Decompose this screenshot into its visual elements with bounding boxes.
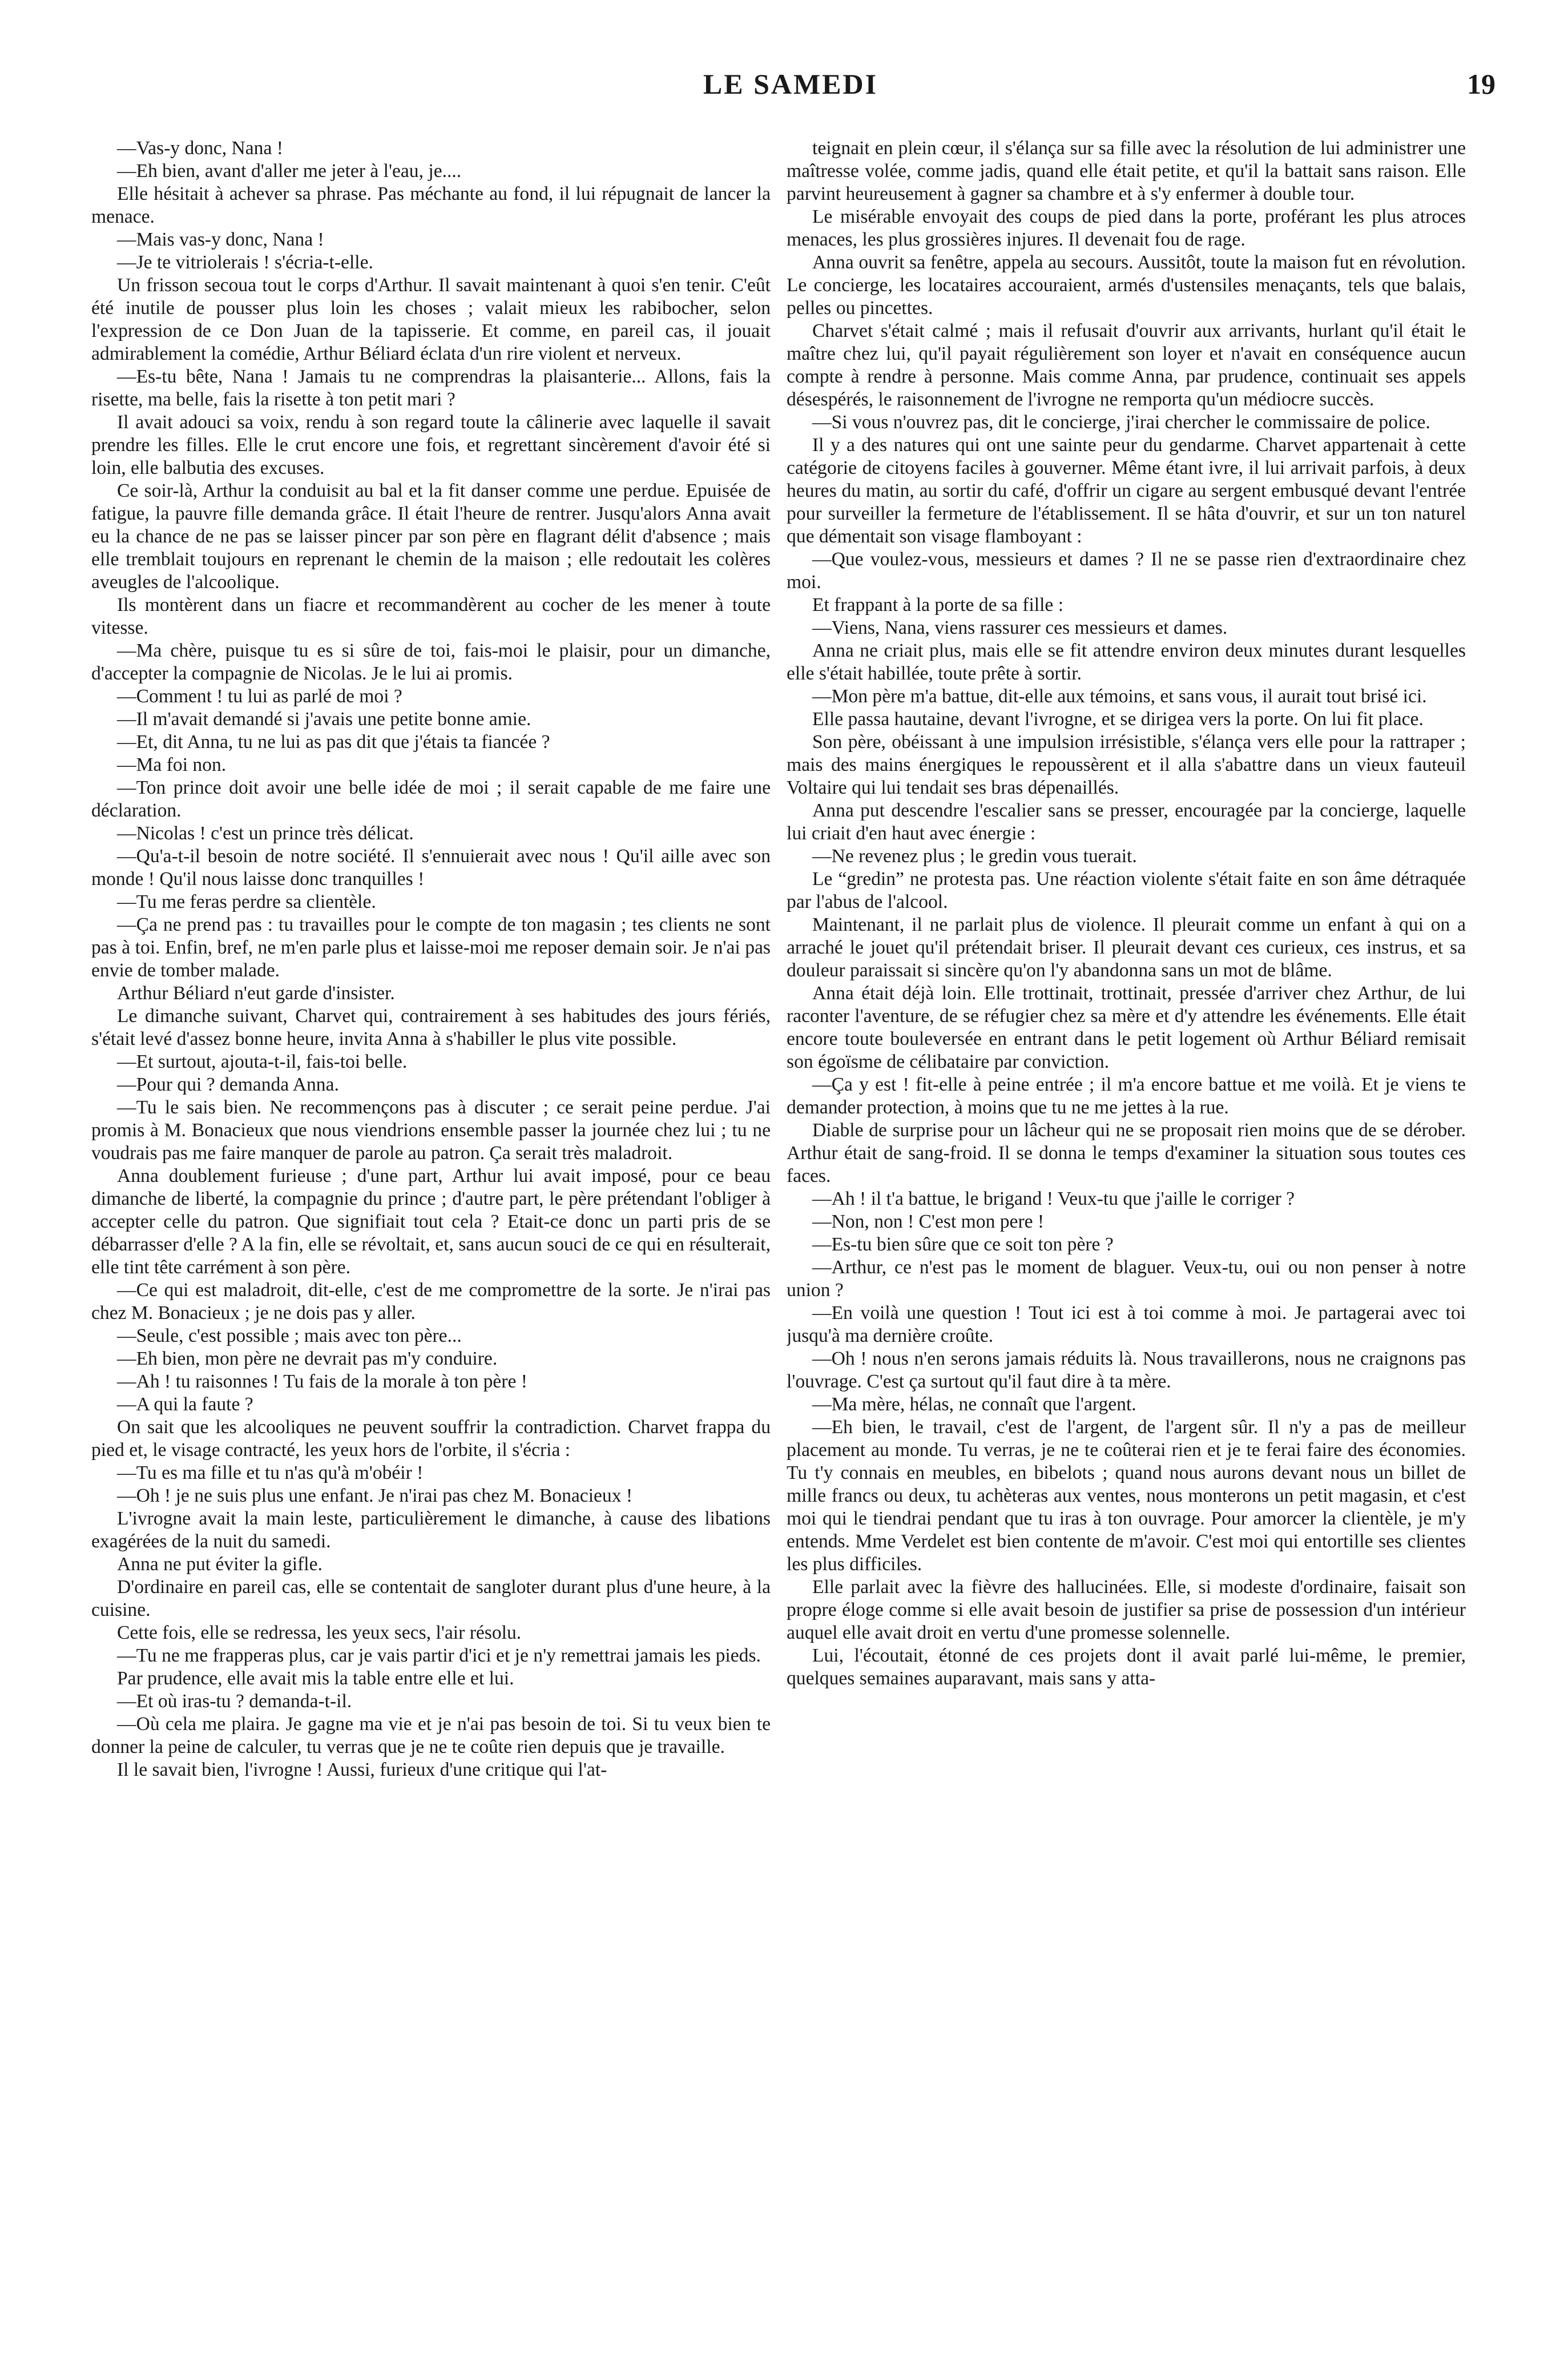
paragraph: —Ton prince doit avoir une belle idée de moi ; il serait capable de me faire une déclaration. [91,777,771,821]
paragraph: On sait que les alcooliques ne peuvent souffrir la contradiction. Charvet frappa du pied et, le visage contracté, les yeux hors de l'orbite, il s'écria : [91,1417,771,1461]
paragraph: Un frisson secoua tout le corps d'Arthur. Il savait maintenant à quoi s'en tenir. C'eût été inutile de pousser plus loin les choses ; valait mieux les rabibocher, selon l'expression de ce Don Juan de la tapisserie. Et comme, en pareil cas, il jouait admirablement la comédie, Arthur Béliard éclata d'un rire violent et nerveux. [91,275,771,364]
paragraph: Elle hésitait à achever sa phrase. Pas méchante au fond, il lui répugnait de lancer la menace. [91,183,771,227]
paragraph: —Arthur, ce n'est pas le moment de blaguer. Veux-tu, oui ou non penser à notre union ? [787,1257,1466,1301]
paragraph: —Ne revenez plus ; le gredin vous tuerait. [812,846,1137,867]
paragraph: —Ce qui est maladroit, dit-elle, c'est de me compromettre de la sorte. Je n'irai pas chez M. Bonacieux ; je ne dois pas y aller. [91,1280,771,1324]
paragraph: Maintenant, il ne parlait plus de violence. Il pleurait comme un enfant à qui on a arraché le jouet qu'il prétendait briser. Il pleurait devant ces curieux, ces instrus, et sa douleur paraissait si sincère qu'on l'y abandonna sans un mot de blâme. [787,914,1466,981]
paragraph: —Et surtout, ajouta-t-il, fais-toi belle. [117,1051,408,1072]
paragraph: —Ah ! tu raisonnes ! Tu fais de la morale à ton père ! [117,1371,527,1392]
paragraph: Il y a des natures qui ont une sainte peur du gendarme. Charvet appartenait à cette catégorie de citoyens faciles à gouverner. Même étant ivre, il lui arrivait parfois, à deux heures du matin, au sortir du café, d'offrir un cigare au sergent embusqué devant l'entrée pour surveiller la fermeture de l'établissement. Il se hâta d'ouvrir, et sur un ton naturel que démentait son visage flamboyant : [787,435,1466,547]
paragraph: —Oh ! je ne suis plus une enfant. Je n'irai pas chez M. Bonacieux ! [117,1485,633,1506]
paragraph: —Pour qui ? demanda Anna. [117,1074,339,1095]
paragraph: Lui, l'écoutait, étonné de ces projets dont il avait parlé lui-même, le premier, quelques semaines auparavant, mais sans y atta- [787,1645,1466,1689]
paragraph: —Où cela me plaira. Je gagne ma vie et je n'ai pas besoin de toi. Si tu veux bien te donner la peine de calculer, tu verras que je ne te coûte rien depuis que je travaille. [91,1714,771,1757]
paragraph: Anna ne put éviter la gifle. [117,1554,323,1575]
paragraph: —Eh bien, mon père ne devrait pas m'y conduire. [117,1348,498,1369]
paragraph: —Je te vitriolerais ! s'écria-t-elle. [117,252,373,273]
paragraph: —Nicolas ! c'est un prince très délicat. [117,823,414,844]
paragraph: Charvet s'était calmé ; mais il refusait d'ouvrir aux arrivants, hurlant qu'il était le maître chez lui, qu'il payait régulièrement son loyer et n'avait en conséquence aucun compte à rendre à personne. Mais comme Anna, par prudence, continuait ses appels désespérés, le raisonnement de l'ivrogne ne remporta qu'un médiocre succès. [787,320,1466,410]
paragraph: Elle passa hautaine, devant l'ivrogne, et se dirigea vers la porte. On lui fit place. [812,709,1424,730]
paragraph: —Tu le sais bien. Ne recommençons pas à discuter ; ce serait peine perdue. J'ai promis à M. Bonacieux que nous viendrions ensemble passer la journée chez lui ; tu ne voudrais pas me faire manquer de parole au patron. Ça serait très maladroit. [91,1097,771,1164]
paragraph: Anna ouvrit sa fenêtre, appela au secours. Aussitôt, toute la maison fut en révolution. Le concierge, les locataires accouraient, armés d'ustensiles menaçants, tels que balais, pelles ou pincettes. [787,252,1466,319]
paragraph: —Ma mère, hélas, ne connaît que l'argent. [812,1394,1136,1415]
paragraph: —Mon père m'a battue, dit-elle aux témoins, et sans vous, il aurait tout brisé ici. [812,686,1427,707]
paragraph: Arthur Béliard n'eut garde d'insister. [117,983,395,1004]
paragraph: Le “gredin” ne protesta pas. Une réaction violente s'était faite en son âme détraquée par l'abus de l'alcool. [787,868,1466,912]
paragraph: Son père, obéissant à une impulsion irrésistible, s'élança vers elle pour la rattraper ; mais des mains énergiques le repoussèrent et il alla s'abattre dans un vieux fauteuil Voltaire qui lui tendait ses bras dépenaillés. [787,731,1466,798]
paragraph: Elle parlait avec la fièvre des hallucinées. Elle, si modeste d'ordinaire, faisait son propre éloge comme si elle avait besoin de justifier sa prise de possession d'un intérieur auquel elle avait droit en vertu d'une promesse solennelle. [787,1576,1466,1643]
paragraph: Il le savait bien, l'ivrogne ! Aussi, furieux d'une critique qui l'at- [117,1759,607,1780]
paragraph: —Tu ne me frapperas plus, car je vais partir d'ici et je n'y remettrai jamais les pieds. [117,1645,761,1666]
right-column [787,137,1466,2318]
paragraph: Le misérable envoyait des coups de pied dans la porte, proférant les plus atroces menaces, les plus grossières injures. Il devenait fou de rage. [787,206,1466,250]
paragraph: —En voilà une question ! Tout ici est à toi comme à moi. Je partagerai avec toi jusqu'à ma dernière croûte. [787,1302,1466,1346]
paragraph: —Ça y est ! fit-elle à peine entrée ; il m'a encore battue et me voilà. Et je viens te demander protection, à moins que tu ne me jettes à la rue. [787,1074,1466,1118]
paragraph: —Il m'avait demandé si j'avais une petite bonne amie. [117,709,531,730]
paragraph: —Ma chère, puisque tu es si sûre de toi, fais-moi le plaisir, pour un dimanche, d'accepter la compagnie de Nicolas. Je le lui ai promis. [91,640,771,684]
paragraph: Par prudence, elle avait mis la table entre elle et lui. [117,1668,514,1689]
paragraph: —Mais vas-y donc, Nana ! [117,229,324,250]
left-column [91,137,771,2318]
paragraph: —Comment ! tu lui as parlé de moi ? [117,686,402,707]
paragraph: Anna doublement furieuse ; d'une part, Arthur lui avait imposé, pour ce beau dimanche de liberté, la compagnie du prince ; d'autre part, le père prétendant l'obliger à accepter celle du patron. Que signifiait tout cela ? Etait-ce donc un parti pris de se débarrasser d'elle ? A la fin, elle se révoltait, et, sans aucun souci de ce qui en résulterait, elle tint tête carrément à son père. [91,1165,771,1278]
paragraph: —Non, non ! C'est mon pere ! [812,1211,1045,1232]
paragraph: —Es-tu bête, Nana ! Jamais tu ne comprendras la plaisanterie... Allons, fais la risette, ma belle, fais la risette à ton petit mari ? [91,366,771,410]
paragraph: —Eh bien, le travail, c'est de l'argent, de l'argent sûr. Il n'y a pas de meilleur placement au monde. Tu verras, je ne te coûterai rien et je te ferai faire des économies. Tu t'y connais en meubles, en bibelots ; quand nous aurons devant nous un billet de mille francs ou deux, tu achèteras aux ventes, nous monterons un petit magasin, et c'est moi qui le tiendrai pendant que tu iras à ton ouvrage. Pour amorcer la clientèle, je m'y entends. Mme Verdelet est bien contente de m'avoir. C'est moi qui entortille ses clientes les plus difficiles. [787,1417,1466,1575]
paragraph: —Es-tu bien sûre que ce soit ton père ? [812,1234,1114,1255]
paragraph: Anna ne criait plus, mais elle se fit attendre environ deux minutes durant lesquelles elle s'était habillée, toute prête à sortir. [787,640,1466,684]
page-number: 19 [1467,68,1496,100]
paragraph: —Et où iras-tu ? demanda-t-il. [117,1691,352,1712]
paragraph: L'ivrogne avait la main leste, particulièrement le dimanche, à cause des libations exagérées de la nuit du samedi. [91,1508,771,1552]
paragraph: —Viens, Nana, viens rassurer ces messieurs et dames. [812,617,1228,638]
paragraph: Cette fois, elle se redressa, les yeux secs, l'air résolu. [117,1622,522,1643]
paragraph: —Si vous n'ouvrez pas, dit le concierge, j'irai chercher le commissaire de police. [812,412,1430,433]
paragraph: —Seule, c'est possible ; mais avec ton père... [117,1325,462,1346]
paragraph: Ce soir-là, Arthur la conduisit au bal et la fit danser comme une perdue. Epuisée de fatigue, la pauvre fille demanda grâce. Il était l'heure de rentrer. Jusqu'alors Anna avait eu la chance de ne pas se laisser pincer par son père en flagrant délit d'absence ; mais elle tremblait toujours en reprenant le chemin de la maison ; elle redoutait les colères aveugles de l'alcoolique. [91,480,771,593]
paragraph: —Tu me feras perdre sa clientèle. [117,891,376,912]
paragraph: Anna était déjà loin. Elle trottinait, trottinait, pressée d'arriver chez Arthur, de lui raconter l'aventure, de se réfugier chez sa mère et d'y attendre les événements. Elle était encore toute bouleversée en entrant dans le petit logement où Arthur Béliard remisait son égoïsme de célibataire par conviction. [787,983,1466,1072]
paragraph: —Tu es ma fille et tu n'as qu'à m'obéir ! [117,1462,424,1483]
page-header [86,67,1496,113]
paragraph: Diable de surprise pour un lâcheur qui ne se proposait rien moins que de se dérober. Arthur était de sang-froid. Il se donna le temps d'examiner la situation sous toutes ces faces. [787,1120,1466,1186]
paragraph: —Vas-y donc, Nana ! [117,138,283,159]
paragraph: —Ah ! il t'a battue, le brigand ! Veux-tu que j'aille le corriger ? [812,1188,1295,1209]
paragraph: —Qu'a-t-il besoin de notre société. Il s'ennuierait avec nous ! Qu'il aille avec son monde ! Qu'il nous laisse donc tranquilles ! [91,846,771,890]
paragraph: Anna put descendre l'escalier sans se presser, encouragée par la concierge, laquelle lui criait d'en haut avec énergie : [787,800,1466,844]
paragraph: —Que voulez-vous, messieurs et dames ? Il ne se passe rien d'extraordinaire chez moi. [787,549,1466,593]
paragraph: teignait en plein cœur, il s'élança sur sa fille avec la résolution de lui administrer une maîtresse volée, comme jadis, quand elle était petite, et qu'il la battait sans raison. Elle parvint heureusement à gagner sa chambre et à s'y enfermer à double tour. [787,138,1466,204]
paragraph: Il avait adouci sa voix, rendu à son regard toute la câlinerie avec laquelle il savait prendre les filles. Elle le crut encore une fois, et regrettant sincèrement d'avoir été si loin, elle balbutia des excuses. [91,412,771,478]
paragraph: Le dimanche suivant, Charvet qui, contrairement à ses habitudes des jours fériés, s'était levé d'assez bonne heure, invita Anna à s'habiller le plus vite possible. [91,1005,771,1049]
paragraph: —Et, dit Anna, tu ne lui as pas dit que j'étais ta fiancée ? [117,731,550,753]
paragraph: —Ma foi non. [117,754,227,775]
paragraph: Et frappant à la porte de sa fille : [812,594,1064,616]
paragraph: Ils montèrent dans un fiacre et recommandèrent au cocher de les mener à toute vitesse. [91,594,771,638]
publication-title: LE SAMEDI [703,68,878,100]
paragraph: —Eh bien, avant d'aller me jeter à l'eau, je.... [117,160,462,182]
paragraph: —A qui la faute ? [117,1394,253,1415]
paragraph: D'ordinaire en pareil cas, elle se contentait de sangloter durant plus d'une heure, à la cuisine. [91,1576,771,1620]
paragraph: —Ça ne prend pas : tu travailles pour le compte de ton magasin ; tes clients ne sont pas à toi. Enfin, bref, ne m'en parle plus et laisse-moi me reposer demain soir. Je n'ai pas envie de tomber malade. [91,914,771,981]
paragraph: —Oh ! nous n'en serons jamais réduits là. Nous travaillerons, nous ne craignons pas l'ouvrage. C'est ça surtout qu'il faut dire à ta mère. [787,1348,1466,1392]
